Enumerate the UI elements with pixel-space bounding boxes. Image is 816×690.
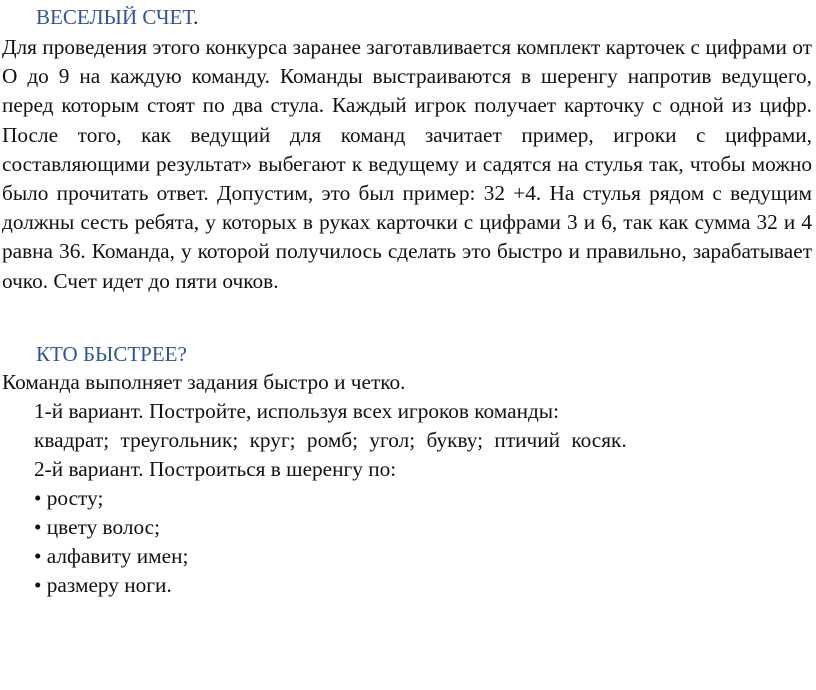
variant-1-line: 1-й вариант. Постройте, используя всех игроков команды: — [34, 399, 560, 423]
shapes-list-line: квадрат; треугольник; круг; ромб; угол; букву; птичий косяк. — [34, 428, 627, 452]
section-title-vesely-schet — [36, 4, 198, 30]
section-title-dot: . — [193, 5, 199, 29]
bullet-item: • росту; — [34, 486, 104, 510]
section-body-paragraph: Для проведения этого конкурса заранее заготавливается комплект карточек с цифрами от О до 9 на каждую команду. Команды выстраиваются в шеренгу напротив ведущего, перед которым стоят по два стула. Каждый игрок получает карточку с одной из цифр. После того, как ведущий для команд зачитает пример, игроки с цифрами, составляющими результат» выбегают к ведущему и садятся на стулья так, чтобы можно было прочитать ответ. Допустим, это был пример: 32 +4. На стулья рядом с ведущим должны сесть ребята, у которых в руках карточки с цифрами 3 и 6, так как сумма 32 и 4 равна 36. Команда, у которой получилось сделать это быстро и правильно, зарабатывает очко. Счет идет до пяти очков. — [2, 35, 812, 293]
section-title-text: ВЕСЕЛЫЙ СЧЕТ — [36, 5, 194, 29]
bullet-item: • цвету волос; — [34, 515, 161, 539]
bullet-item: • размеру ноги. — [34, 573, 172, 597]
variant-2-line: 2-й вариант. Построиться в шеренгу по: — [34, 457, 397, 481]
section-title-kto-bystree: КТО БЫСТРЕЕ? — [36, 342, 187, 366]
section-intro: Команда выполняет задания быстро и четко. — [2, 370, 406, 394]
bullet-item: • алфавиту имен; — [34, 544, 189, 568]
